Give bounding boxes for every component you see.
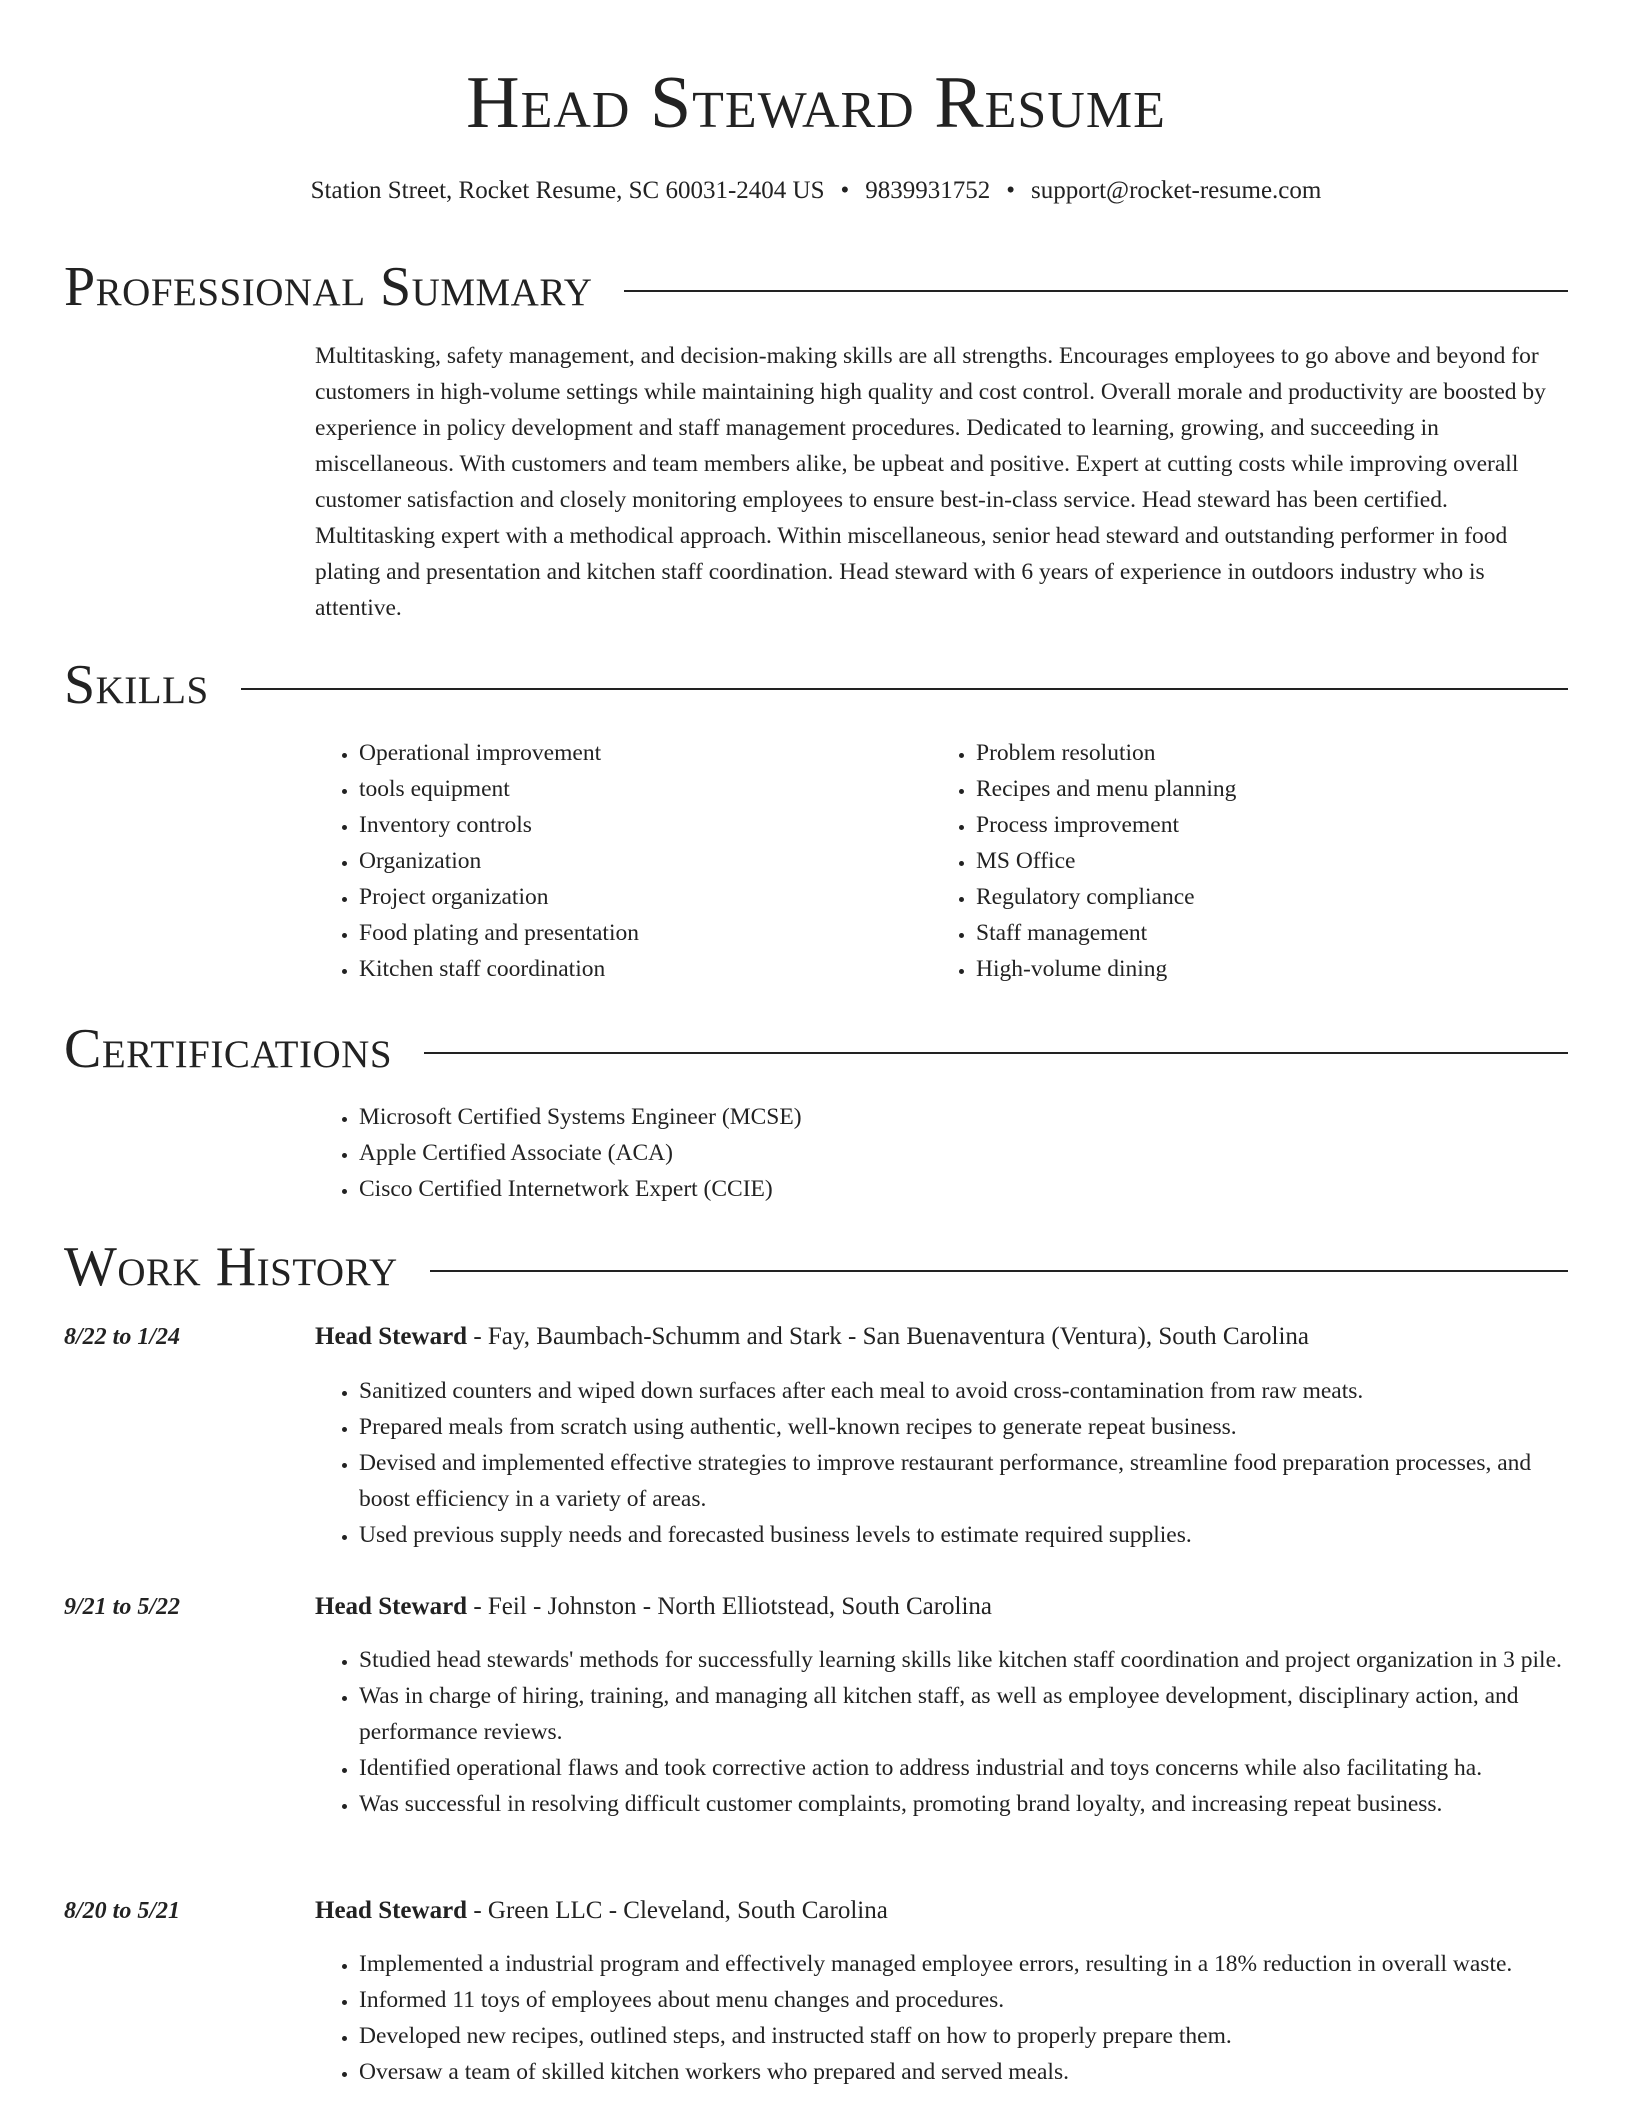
- job-bullet: • Prepared meals from scratch using authentic, well-known recipes to generate repeat business.: [359, 1409, 1568, 1445]
- job-role: Head Steward: [315, 1593, 468, 1620]
- job-bullets: [315, 1642, 1568, 1822]
- job-title-line: [315, 1589, 1568, 1625]
- section-divider: [424, 1052, 1568, 1054]
- certifications-list: [315, 1099, 1115, 1207]
- job-bullet: • Oversaw a team of skilled kitchen workers who prepared and served meals.: [359, 2054, 1568, 2090]
- job-bullet: • Was in charge of hiring, training, and managing all kitchen staff, as well as employee development, disciplinary action, and performance reviews.: [359, 1678, 1568, 1750]
- job-dates: 8/20 to 5/21: [64, 1898, 181, 1924]
- job-role: Head Steward: [315, 1323, 468, 1350]
- summary-text: Multitasking, safety management, and decision-making skills are all strengths. Encourages employees to go above and beyond for customers in high-volume settings while maintaining high quality and cost control. Overall morale and productivity are boosted by experience in policy development and staff management procedures. Dedicated to learning, growing, and succeeding in miscellaneous. With customers and team members alike, be upbeat and positive. Expert at cutting costs while improving overall customer satisfaction and closely monitoring employees to ensure best-in-class service. Head steward has been certified. Multitasking expert with a methodical approach. Within miscellaneous, senior head steward and outstanding performer in food plating and presentation and kitchen staff coordination. Head steward with 6 years of experience in outdoors industry who is attentive.: [315, 343, 1546, 621]
- work-history-heading-row: [64, 1236, 1568, 1298]
- certification-item: • Cisco Certified Internetwork Expert (CCIE): [359, 1171, 1115, 1207]
- job-bullet: • Implemented a industrial program and effectively managed employee errors, resulting in a 18% reduction in overall waste.: [359, 1946, 1568, 1982]
- contact-separator: •: [1006, 177, 1016, 204]
- skill-item: • Operational improvement: [359, 735, 895, 771]
- job-details: - Green LLC - Cleveland, South Carolina: [467, 1897, 888, 1924]
- certifications-heading-row: [64, 1018, 1568, 1080]
- skill-item: • Process improvement: [976, 807, 1512, 843]
- contact-line: [0, 175, 1632, 207]
- job-bullet: • Used previous supply needs and forecasted business levels to estimate required supplies.: [359, 1517, 1568, 1553]
- job-bullet: • Informed 11 toys of employees about menu changes and procedures.: [359, 1982, 1568, 2018]
- certification-item: • Microsoft Certified Systems Engineer (MCSE): [359, 1099, 1115, 1135]
- skill-item: • Organization: [359, 843, 895, 879]
- job-dates: 9/21 to 5/22: [64, 1594, 181, 1620]
- section-divider: [430, 1270, 1568, 1272]
- certifications-heading: Certifications: [64, 1018, 393, 1080]
- section-divider: [241, 688, 1568, 690]
- skills-heading-row: [64, 654, 1568, 716]
- job-title-line: [315, 1893, 1568, 1929]
- skill-item: • Inventory controls: [359, 807, 895, 843]
- skills-column-left: [315, 735, 895, 987]
- certification-item: • Apple Certified Associate (ACA): [359, 1135, 1115, 1171]
- contact-separator: •: [840, 177, 850, 204]
- job-bullet: • Studied head stewards' methods for successfully learning skills like kitchen staff coordination and project organization in 3 pile.: [359, 1642, 1568, 1678]
- summary-heading: Professional Summary: [64, 256, 593, 318]
- job-details: - Feil - Johnston - North Elliotstead, South Carolina: [467, 1593, 993, 1620]
- section-divider: [624, 290, 1568, 292]
- job-bullet: • Identified operational flaws and took corrective action to address industrial and toys concerns while also facilitating ha.: [359, 1750, 1568, 1786]
- skill-item: • MS Office: [976, 843, 1512, 879]
- work-history-heading: Work History: [64, 1236, 398, 1298]
- skill-item: • Staff management: [976, 915, 1512, 951]
- contact-phone: 9839931752: [865, 177, 991, 204]
- skill-item: • Food plating and presentation: [359, 915, 895, 951]
- skill-item: • Recipes and menu planning: [976, 771, 1512, 807]
- job-role: Head Steward: [315, 1897, 468, 1924]
- skill-item: • Regulatory compliance: [976, 879, 1512, 915]
- skills-column-right: [932, 735, 1512, 987]
- skill-item: • Project organization: [359, 879, 895, 915]
- job-bullet: • Developed new recipes, outlined steps, and instructed staff on how to properly prepare them.: [359, 2018, 1568, 2054]
- job-bullet: • Sanitized counters and wiped down surfaces after each meal to avoid cross-contamination from raw meats.: [359, 1373, 1568, 1409]
- job-bullet: • Devised and implemented effective strategies to improve restaurant performance, streamline food preparation processes, and boost efficiency in a variety of areas.: [359, 1445, 1568, 1517]
- skills-heading: Skills: [64, 654, 209, 716]
- resume-title: Head Steward Resume: [466, 62, 1166, 144]
- job-bullets: [315, 1373, 1568, 1553]
- job-bullets: [315, 1946, 1568, 2090]
- contact-email: support@rocket-resume.com: [1031, 177, 1322, 204]
- skill-item: • Kitchen staff coordination: [359, 951, 895, 987]
- job-title-line: [315, 1319, 1568, 1355]
- summary-heading-row: [64, 256, 1568, 318]
- job-bullet: • Was successful in resolving difficult customer complaints, promoting brand loyalty, and increasing repeat business.: [359, 1786, 1568, 1822]
- job-details: - Fay, Baumbach-Schumm and Stark - San Buenaventura (Ventura), South Carolina: [467, 1323, 1310, 1350]
- skill-item: • Problem resolution: [976, 735, 1512, 771]
- skill-item: • High-volume dining: [976, 951, 1512, 987]
- contact-address: Station Street, Rocket Resume, SC 60031-2404 US: [310, 177, 825, 204]
- job-dates: 8/22 to 1/24: [64, 1324, 181, 1350]
- skill-item: • tools equipment: [359, 771, 895, 807]
